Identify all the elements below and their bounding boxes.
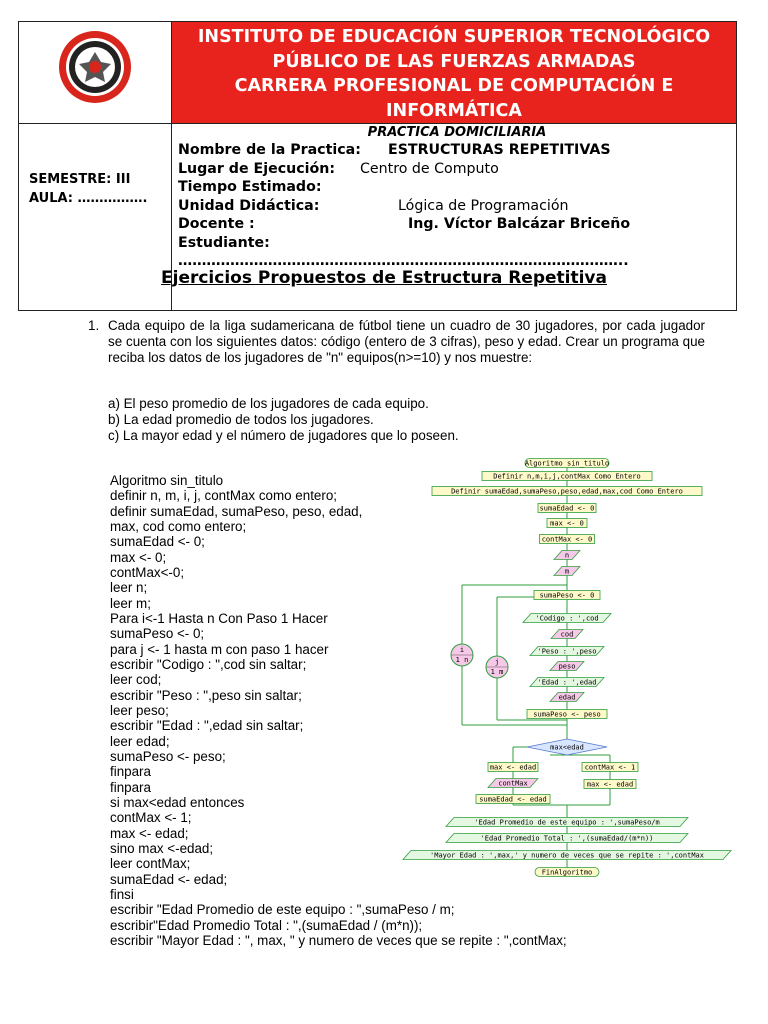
svg-text:'Peso : ',peso: 'Peso : ',peso: [537, 647, 597, 656]
svg-text:i: i: [459, 646, 465, 654]
svg-text:'Mayor Edad : ',max,' y numero: 'Mayor Edad : ',max,' y numero de veces que se repite : ',contMax: [430, 851, 704, 860]
svg-text:FinAlgoritmo: FinAlgoritmo: [541, 868, 593, 877]
field-value: ESTRUCTURAS REPETITIVAS: [388, 142, 611, 158]
svg-text:sumaEdad <- 0: sumaEdad <- 0: [539, 504, 595, 513]
flow-loop-i: [451, 644, 473, 666]
flow-true-sumaedad: [476, 795, 550, 804]
code-line: leer n;: [110, 580, 148, 596]
code-line: escribir "Mayor Edad : ", max, " y numero de veces que se repite : ",contMax;: [110, 932, 567, 948]
flow-out-edad: [530, 678, 604, 687]
svg-text:m: m: [564, 567, 570, 576]
field-value: Lógica de Programación: [398, 197, 569, 214]
code-line: Algoritmo sin_titulo: [110, 473, 224, 488]
code-line: leer edad;: [110, 733, 170, 749]
svg-text:'Codigo : ',cod: 'Codigo : ',cod: [535, 614, 599, 623]
institute-logo: [19, 22, 171, 112]
svg-text:contMax <- 1: contMax <- 1: [584, 763, 636, 772]
svg-text:sumaPeso <- 0: sumaPeso <- 0: [539, 591, 595, 600]
institute-title: [172, 22, 737, 124]
field-label: Tiempo Estimado:: [178, 179, 322, 195]
title-line-1: INSTITUTO DE EDUCACIÓN SUPERIOR TECNOLÓGICO: [197, 27, 711, 47]
code-line: escribir "Peso : ",peso sin saltar;: [110, 687, 302, 703]
code-line: sumaEdad <- 0;: [110, 534, 205, 550]
field-lugar: [178, 160, 736, 179]
exercise-number: 1.: [88, 318, 100, 333]
code-line: escribir "Edad : ",edad sin saltar;: [110, 718, 304, 734]
code-line: finpara: [110, 779, 151, 795]
code-line: max <- 0;: [110, 549, 167, 565]
field-label: Estudiante:: [178, 234, 270, 251]
code-line: contMax<-0;: [110, 564, 185, 580]
svg-text:sumaPeso <- peso: sumaPeso <- peso: [533, 710, 601, 719]
code-line: finpara: [110, 764, 151, 780]
svg-text:1 n: 1 n: [455, 656, 469, 664]
field-value: Centro de Computo: [360, 160, 499, 177]
svg-text:contMax <- 0: contMax <- 0: [541, 535, 593, 544]
title-line-2: PÚBLICO DE LAS FUERZAS ARMADAS: [272, 51, 636, 72]
svg-text:max <- edad: max <- edad: [489, 763, 537, 772]
option-b: b) La edad promedio de todos los jugadores.: [108, 412, 374, 427]
flow-output-2: [446, 834, 688, 843]
flow-true-contmax: [488, 779, 538, 788]
svg-text:Algoritmo sin_titulo: Algoritmo sin_titulo: [524, 459, 610, 468]
flow-read-peso: [550, 662, 584, 671]
field-label: Lugar de Ejecución:: [178, 160, 336, 177]
code-line: max <- edad;: [110, 825, 189, 841]
code-line: leer peso;: [110, 702, 169, 718]
svg-text:j: j: [494, 658, 500, 666]
flow-out-codigo: [523, 614, 611, 623]
flow-condition: [527, 739, 607, 755]
code-line: definir n, m, i, j, contMax como entero;: [110, 488, 337, 504]
svg-text:'Edad Promedio de este equipo: 'Edad Promedio de este equipo : ',sumaPeso/m: [474, 818, 660, 827]
code-line: max, cod como entero;: [110, 518, 247, 534]
title-line-3: CARRERA PROFESIONAL DE COMPUTACIÓN E: [234, 76, 674, 96]
code-line: escribir "Edad Promedio de este equipo : ",sumaPeso / m;: [110, 902, 455, 918]
svg-text:'Edad : ',edad: 'Edad : ',edad: [537, 678, 597, 687]
flow-read-n: [554, 551, 580, 560]
flow-out-peso: [530, 647, 604, 656]
svg-text:n: n: [564, 551, 570, 560]
svg-text:'Edad Promedio Total : ',(suma: 'Edad Promedio Total : ',(sumaEdad/(m*n)): [480, 834, 654, 843]
svg-text:1 m: 1 m: [490, 668, 504, 676]
flow-def2: [432, 487, 702, 496]
logo-cell: [19, 22, 172, 124]
field-label: Unidad Didáctica:: [178, 197, 320, 214]
flow-output-3: [403, 851, 731, 860]
aula-label: AULA: …………….: [29, 191, 148, 206]
code-line: leer contMax;: [110, 856, 191, 872]
code-line: sumaPeso <- peso;: [110, 748, 226, 764]
exercise-text: Cada equipo de la liga sudamericana de fútbol tiene un cuadro de 30 jugadores, por cada jugador se cuenta con los siguientes datos: código (entero de 3 cifras), peso y edad. Crear un programa que reciba los datos de los jugadores de "n" equipos(n>=10) y nos muestre:: [108, 318, 705, 365]
flow-true-max: [488, 763, 538, 772]
code-line: escribir "Codigo : ",cod sin saltar;: [110, 656, 307, 672]
svg-text:Definir n,m,i,j,contMax Como E: Definir n,m,i,j,contMax Como Entero: [493, 472, 641, 481]
flow-loop-j: [486, 656, 508, 678]
code-line: sumaEdad <- edad;: [110, 871, 228, 887]
flow-false-max: [584, 780, 636, 789]
field-docente: [178, 215, 736, 234]
code-line: definir sumaEdad, sumaPeso, peso, edad,: [110, 503, 363, 519]
flow-contmax-init: [540, 535, 595, 544]
practica-title: PRACTICA DOMICILIARIA: [367, 125, 547, 140]
field-label: Docente :: [178, 216, 255, 232]
code-line: para j <- 1 hasta m con paso 1 hacer: [110, 641, 329, 657]
flow-def1: [482, 472, 652, 481]
option-c: c) La mayor edad y el número de jugadores que lo poseen.: [108, 428, 459, 443]
svg-text:cod: cod: [560, 630, 574, 639]
code-line: si max<edad entonces: [110, 794, 245, 810]
flow-read-m: [554, 567, 580, 576]
code-line: escribir"Edad Promedio Total : ",(sumaEdad / (m*n));: [110, 917, 423, 933]
code-line: contMax <- 1;: [110, 810, 192, 826]
field-estudiante: [178, 234, 736, 253]
code-line: Para i<-1 Hasta n Con Paso 1 Hacer: [110, 610, 328, 626]
title-line-4: INFORMÁTICA: [386, 100, 522, 121]
flow-false-contmax: [582, 763, 638, 772]
semestre-label: SEMESTRE: III: [29, 172, 131, 187]
code-line: finsi: [110, 886, 134, 902]
svg-text:peso: peso: [558, 662, 576, 671]
code-line: leer cod;: [110, 672, 162, 688]
flow-read-edad: [550, 693, 584, 702]
field-unidad: [178, 197, 736, 216]
svg-text:sumaEdad <- edad: sumaEdad <- edad: [479, 795, 547, 804]
code-line: sino max <-edad;: [110, 840, 214, 856]
svg-text:max <- edad: max <- edad: [586, 780, 634, 789]
flow-sumapeso-assign: [527, 710, 607, 719]
code-line: sumaPeso <- 0;: [110, 626, 205, 642]
flow-read-cod: [551, 630, 583, 639]
flow-max-init: [547, 519, 587, 528]
flow-end: [535, 868, 599, 877]
flow-sumaedad-init: [538, 504, 596, 513]
exercise-statement: [90, 318, 705, 366]
field-value: Ing. Víctor Balcázar Briceño: [408, 216, 631, 232]
field-tiempo: [178, 178, 736, 197]
flow-sumapeso-init: [534, 591, 600, 600]
flow-start: [525, 459, 609, 468]
field-label: Nombre de la Practica:: [178, 142, 361, 158]
svg-text:contMax: contMax: [498, 779, 528, 788]
svg-text:Definir sumaEdad,sumaPeso,peso: Definir sumaEdad,sumaPeso,peso,edad,max,cod Como Entero: [451, 487, 683, 496]
svg-text:max <- 0: max <- 0: [550, 519, 584, 528]
estudiante-dots: …………………………………………………………………………………..: [178, 253, 629, 269]
option-a: a) El peso promedio de los jugadores de cada equipo.: [108, 396, 429, 411]
code-line: leer m;: [110, 595, 151, 611]
field-nombre: [178, 141, 736, 160]
flowchart: [392, 455, 740, 890]
page-heading: Ejercicios Propuestos de Estructura Repetitiva: [161, 268, 607, 288]
flow-output-1: [446, 818, 688, 827]
svg-text:edad: edad: [558, 693, 576, 702]
exercise-options: [108, 396, 459, 444]
svg-text:max<edad: max<edad: [550, 743, 584, 752]
